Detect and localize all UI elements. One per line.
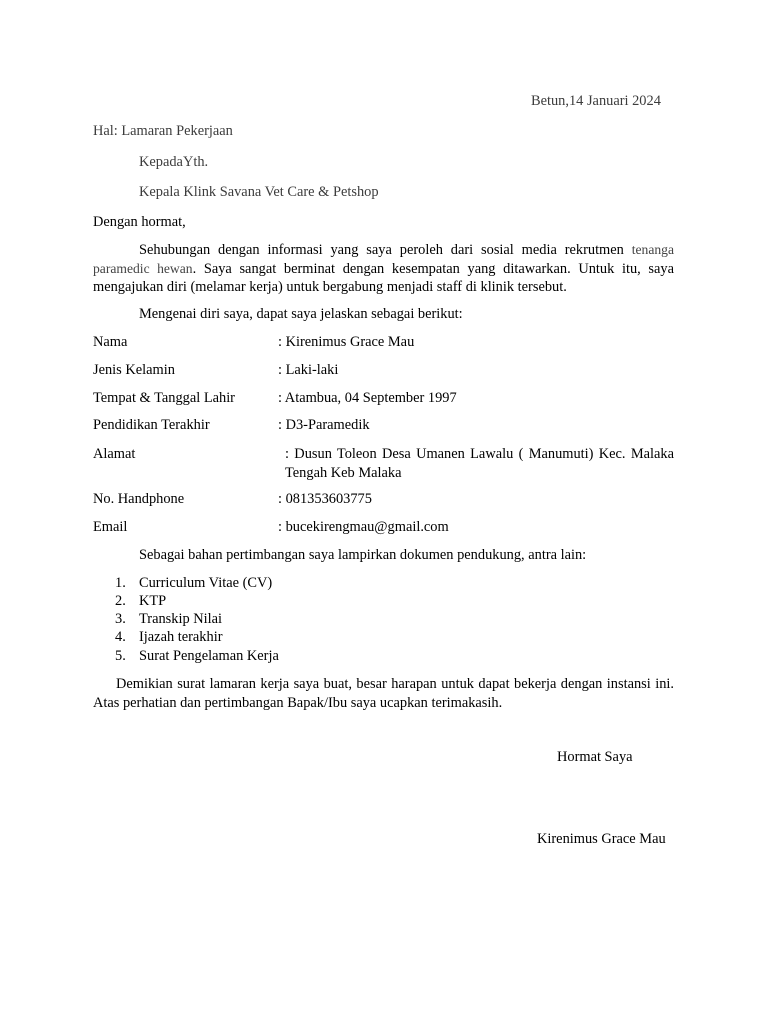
self-intro: Mengenai diri saya, dapat saya jelaskan sebagai berikut: [139,306,463,322]
place-date: Betun,14 Januari 2024 [531,93,661,109]
list-text: Surat Pengelaman Kerja [139,648,279,664]
list-number: 2. [115,593,126,609]
list-number: 5. [115,648,126,664]
subject-line: Hal: Lamaran Pekerjaan [93,123,233,139]
attachments-intro: Sebagai bahan pertimbangan saya lampirkan dokumen pendukung, antra lain: [139,547,587,563]
field-value: : Kirenimus Grace Mau [278,334,415,350]
list-text: KTP [139,593,167,609]
signer-name: Kirenimus Grace Mau [537,831,666,847]
recipient-line-1: KepadaYth. [139,154,209,170]
field-value: : bucekirengmau@gmail.com [278,519,449,535]
list-text: Ijazah terakhir [139,629,223,645]
field-label: Nama [93,334,128,350]
greeting: Dengan hormat, [93,214,186,230]
recipient-line-2: Kepala Klink Savana Vet Care & Petshop [139,184,379,200]
field-label: Email [93,519,128,535]
list-number: 3. [115,611,126,627]
field-value: : Atambua, 04 September 1997 [278,390,457,406]
sign-off: Hormat Saya [557,749,633,765]
field-value: : Dusun Toleon Desa Umanen Lawalu ( Manumuti) Kec. Malaka Tengah Keb Malaka [285,446,674,481]
field-label: Tempat & Tanggal Lahir [93,390,235,406]
list-number: 4. [115,629,126,645]
list-number: 1. [115,575,126,591]
field-value: : D3-Paramedik [278,417,370,433]
field-label: Alamat [93,446,136,462]
field-value: : Laki-laki [278,362,339,378]
closing-paragraph: Demikian surat lamaran kerja saya buat, besar harapan untuk dapat bekerja dengan instansi ini. Atas perhatian dan pertimbangan Bapak/Ibu saya ucapkan terimakasih. [93,676,674,711]
field-label: No. Handphone [93,491,185,507]
field-value: : 081353603775 [278,491,372,507]
list-text: Transkip Nilai [139,611,223,627]
intro-paragraph [93,241,674,297]
field-label: Jenis Kelamin [93,362,175,378]
intro-highlight: tenanga paramedic hewan [93,242,674,276]
field-label: Pendidikan Terakhir [93,417,210,433]
list-text: Curriculum Vitae (CV) [139,575,273,591]
intro-text-part-2: . Saya sangat berminat dengan kesempatan yang ditawarkan. Untuk itu, saya mengajukan diri (melamar kerja) untuk bergabung menjadi staff di klinik tersebut. [93,260,675,295]
intro-text-part-1: Sehubungan dengan informasi yang saya peroleh dari sosial media rekrutmen [139,242,632,258]
